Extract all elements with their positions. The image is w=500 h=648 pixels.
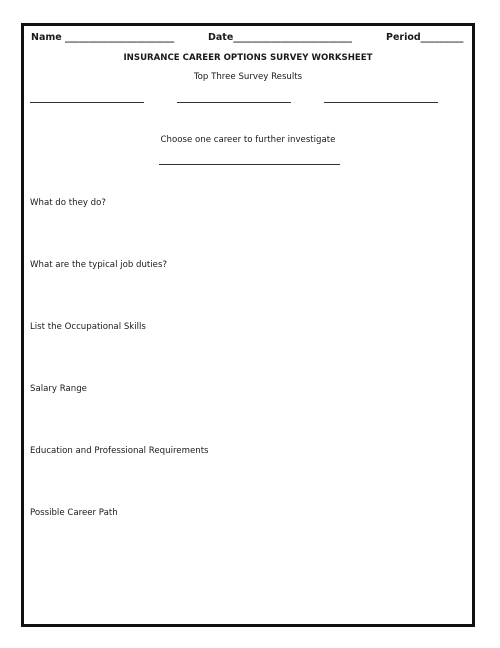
date-field: Date_________________________: [208, 32, 353, 43]
question-job-duties: What are the typical job duties?: [30, 260, 168, 270]
chosen-career-line: [159, 164, 340, 165]
header-row: [31, 32, 468, 46]
choose-career-prompt: Choose one career to further investigate: [160, 135, 336, 145]
question-career-path: Possible Career Path: [30, 508, 118, 518]
survey-result-line-1: [30, 102, 144, 103]
survey-results-heading: Top Three Survey Results: [193, 72, 303, 82]
period-field: Period_________: [386, 32, 464, 43]
question-what-they-do: What do they do?: [30, 198, 106, 208]
worksheet-title: INSURANCE CAREER OPTIONS SURVEY WORKSHEET: [123, 53, 373, 63]
survey-result-line-2: [177, 102, 291, 103]
question-occupational-skills: List the Occupational Skills: [30, 322, 146, 332]
survey-result-line-3: [324, 102, 438, 103]
name-field: Name _______________________: [31, 32, 175, 43]
question-salary-range: Salary Range: [30, 384, 87, 394]
question-education-requirements: Education and Professional Requirements: [30, 446, 209, 456]
worksheet-frame: [21, 23, 475, 627]
